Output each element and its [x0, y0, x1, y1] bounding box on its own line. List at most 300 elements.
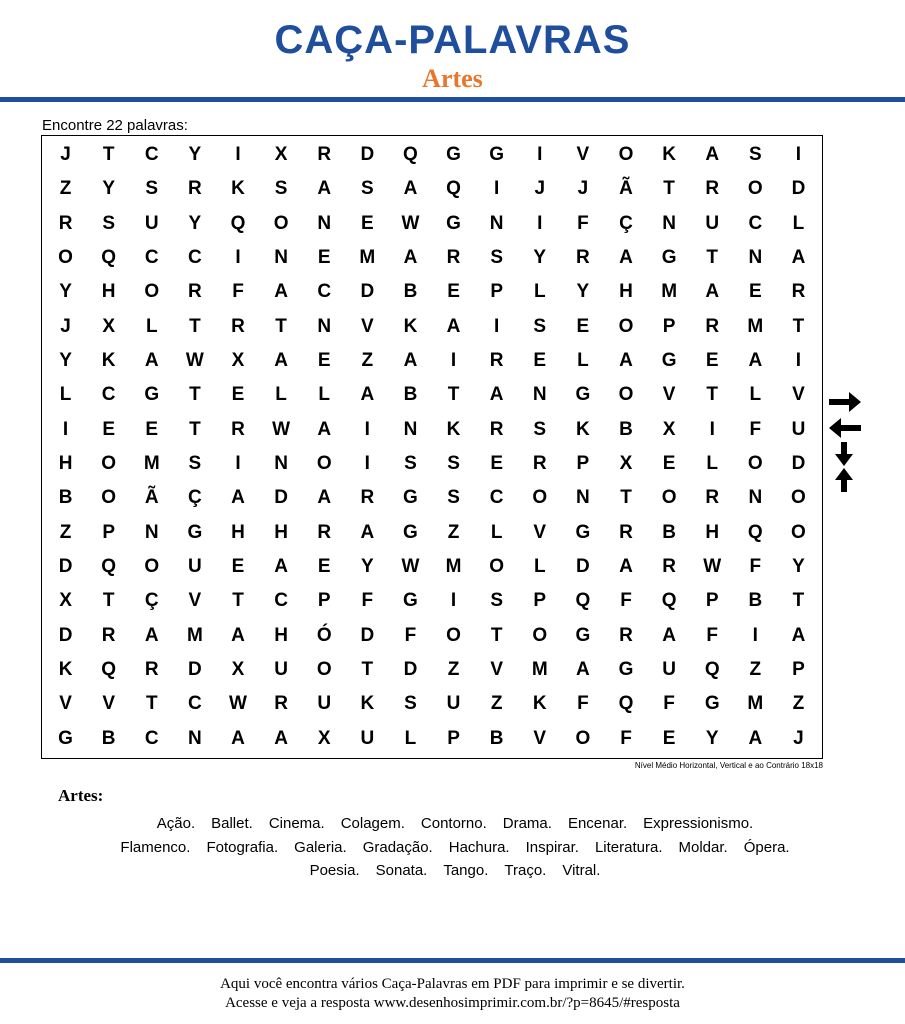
grid-letter[interactable]: D — [791, 453, 806, 475]
grid-letter[interactable]: M — [445, 556, 462, 578]
grid-letter[interactable]: W — [272, 418, 291, 440]
grid-letter[interactable]: O — [791, 487, 806, 509]
grid-letter[interactable]: R — [532, 453, 547, 475]
grid-letter[interactable]: C — [144, 247, 159, 269]
grid-letter[interactable]: B — [403, 384, 418, 406]
grid-letter[interactable]: R — [705, 315, 720, 337]
grid-letter[interactable]: E — [317, 556, 331, 578]
grid-letter[interactable]: F — [620, 727, 632, 749]
grid-letter[interactable]: A — [274, 727, 288, 749]
grid-letter[interactable]: Q — [661, 590, 677, 612]
grid-letter[interactable]: E — [360, 212, 374, 234]
grid-letter[interactable]: Z — [447, 521, 460, 543]
grid-letter[interactable]: R — [446, 247, 461, 269]
grid-letter[interactable]: M — [143, 453, 160, 475]
grid-letter[interactable]: J — [534, 178, 546, 200]
grid-letter[interactable]: Y — [792, 556, 805, 578]
grid-letter[interactable]: A — [576, 659, 590, 681]
grid-letter[interactable]: B — [662, 521, 676, 543]
grid-letter[interactable]: N — [317, 212, 332, 234]
grid-letter[interactable]: H — [274, 624, 288, 646]
grid-letter[interactable]: R — [705, 487, 720, 509]
grid-letter[interactable]: K — [101, 350, 116, 372]
grid-letter[interactable]: F — [706, 624, 719, 646]
grid-letter[interactable]: Y — [102, 178, 115, 200]
grid-letter[interactable]: L — [533, 281, 546, 303]
grid-letter[interactable]: H — [619, 281, 633, 303]
grid-letter[interactable]: R — [576, 247, 590, 269]
grid-letter[interactable]: B — [101, 727, 116, 749]
grid-letter[interactable]: I — [62, 418, 69, 440]
grid-letter[interactable]: K — [446, 418, 461, 440]
grid-letter[interactable]: B — [489, 727, 504, 749]
grid-letter[interactable]: E — [490, 453, 503, 475]
grid-letter[interactable]: O — [144, 281, 160, 303]
grid-letter[interactable]: G — [58, 727, 73, 749]
grid-letter[interactable]: R — [188, 281, 202, 303]
grid-letter[interactable]: E — [576, 315, 590, 337]
grid-letter[interactable]: O — [144, 556, 160, 578]
grid-letter[interactable]: C — [144, 727, 159, 749]
grid-letter[interactable]: E — [447, 281, 460, 303]
grid-letter[interactable]: V — [533, 521, 547, 543]
grid-letter[interactable]: D — [274, 487, 288, 509]
grid-letter[interactable]: Ã — [144, 487, 159, 509]
grid-letter[interactable]: T — [275, 315, 287, 337]
grid-letter[interactable]: G — [187, 521, 203, 543]
grid-letter[interactable]: F — [620, 590, 632, 612]
grid-letter[interactable]: E — [145, 418, 159, 440]
grid-letter[interactable]: A — [748, 727, 763, 749]
grid-letter[interactable]: K — [58, 659, 73, 681]
grid-letter[interactable]: G — [144, 384, 160, 406]
grid-letter[interactable]: S — [188, 453, 202, 475]
grid-letter[interactable]: U — [662, 659, 676, 681]
grid-letter[interactable]: A — [231, 487, 245, 509]
grid-letter[interactable]: I — [364, 418, 370, 440]
grid-letter[interactable]: Q — [446, 178, 461, 200]
grid-letter[interactable]: Ç — [144, 590, 159, 612]
grid-letter[interactable]: I — [795, 144, 802, 166]
grid-letter[interactable]: J — [60, 144, 71, 166]
grid-letter[interactable]: Ó — [316, 624, 332, 646]
grid-letter[interactable]: T — [663, 178, 675, 200]
grid-letter[interactable]: L — [318, 384, 331, 406]
grid-letter[interactable]: R — [101, 624, 116, 646]
grid-letter[interactable]: D — [791, 178, 806, 200]
grid-letter[interactable]: D — [188, 659, 202, 681]
grid-letter[interactable]: T — [189, 418, 201, 440]
grid-letter[interactable]: O — [747, 178, 763, 200]
grid-letter[interactable]: C — [101, 384, 116, 406]
grid-letter[interactable]: Z — [490, 693, 503, 715]
grid-letter[interactable]: J — [60, 315, 71, 337]
grid-letter[interactable]: P — [792, 659, 805, 681]
grid-letter[interactable]: T — [189, 384, 201, 406]
grid-letter[interactable]: K — [576, 418, 590, 440]
grid-letter[interactable]: Q — [403, 144, 418, 166]
grid-letter[interactable]: A — [705, 144, 720, 166]
grid-letter[interactable]: O — [791, 521, 806, 543]
grid-letter[interactable]: P — [662, 315, 676, 337]
grid-letter[interactable]: G — [704, 693, 720, 715]
grid-letter[interactable]: I — [537, 144, 543, 166]
grid-letter[interactable]: N — [188, 727, 202, 749]
grid-letter[interactable]: E — [662, 453, 676, 475]
grid-letter[interactable]: S — [404, 453, 417, 475]
grid-letter[interactable]: E — [662, 727, 676, 749]
grid-letter[interactable]: F — [749, 556, 762, 578]
grid-letter[interactable]: W — [185, 350, 204, 372]
grid-letter[interactable]: A — [317, 178, 332, 200]
grid-letter[interactable]: Q — [704, 659, 720, 681]
grid-letter[interactable]: R — [662, 556, 676, 578]
grid-letter[interactable]: P — [490, 281, 503, 303]
grid-letter[interactable]: R — [619, 521, 633, 543]
grid-letter[interactable]: K — [403, 315, 418, 337]
grid-letter[interactable]: I — [450, 590, 457, 612]
grid-letter[interactable]: V — [102, 693, 115, 715]
grid-letter[interactable]: A — [274, 281, 288, 303]
grid-letter[interactable]: Ç — [188, 487, 202, 509]
grid-letter[interactable]: G — [446, 212, 461, 234]
grid-letter[interactable]: R — [317, 521, 332, 543]
grid-letter[interactable]: I — [795, 350, 802, 372]
grid-letter[interactable]: T — [102, 590, 115, 612]
grid-letter[interactable]: C — [144, 144, 159, 166]
grid-letter[interactable]: V — [576, 144, 590, 166]
grid-letter[interactable]: O — [446, 624, 461, 646]
grid-letter[interactable]: B — [619, 418, 633, 440]
grid-letter[interactable]: N — [662, 212, 676, 234]
grid-letter[interactable]: N — [403, 418, 418, 440]
grid-letter[interactable]: H — [705, 521, 720, 543]
grid-letter[interactable]: H — [231, 521, 245, 543]
grid-letter[interactable]: G — [403, 590, 418, 612]
grid-letter[interactable]: K — [532, 693, 547, 715]
grid-letter[interactable]: A — [791, 247, 806, 269]
grid-letter[interactable]: R — [58, 212, 73, 234]
grid-letter[interactable]: S — [447, 487, 460, 509]
grid-letter[interactable]: F — [577, 212, 589, 234]
grid-letter[interactable]: Q — [618, 693, 634, 715]
grid-letter[interactable]: T — [145, 693, 158, 715]
grid-letter[interactable]: G — [446, 144, 461, 166]
grid-letter[interactable]: W — [401, 212, 420, 234]
grid-letter[interactable]: S — [274, 178, 288, 200]
grid-letter[interactable]: L — [275, 384, 287, 406]
grid-letter[interactable]: X — [231, 350, 245, 372]
grid-letter[interactable]: A — [231, 727, 245, 749]
grid-letter[interactable]: Q — [575, 590, 591, 612]
grid-letter[interactable]: V — [188, 590, 202, 612]
grid-letter[interactable]: C — [489, 487, 504, 509]
grid-letter[interactable]: Y — [360, 556, 374, 578]
grid-letter[interactable]: X — [274, 144, 288, 166]
grid-letter[interactable]: C — [317, 281, 332, 303]
grid-letter[interactable]: D — [360, 144, 375, 166]
grid-letter[interactable]: N — [144, 521, 159, 543]
grid-letter[interactable]: R — [619, 624, 633, 646]
grid-letter[interactable]: Y — [59, 281, 72, 303]
grid-letter[interactable]: A — [360, 521, 375, 543]
grid-letter[interactable]: B — [403, 281, 418, 303]
grid-letter[interactable]: N — [274, 453, 288, 475]
grid-letter[interactable]: L — [792, 212, 805, 234]
grid-letter[interactable]: C — [188, 247, 202, 269]
grid-letter[interactable]: G — [403, 521, 418, 543]
grid-letter[interactable]: Y — [576, 281, 590, 303]
grid-letter[interactable]: R — [791, 281, 806, 303]
grid-letter[interactable]: V — [533, 727, 547, 749]
grid-letter[interactable]: G — [403, 487, 418, 509]
grid-letter[interactable]: R — [705, 178, 720, 200]
grid-letter[interactable]: Z — [59, 178, 72, 200]
grid-letter[interactable]: O — [101, 487, 117, 509]
grid-letter[interactable]: P — [447, 727, 460, 749]
grid-letter[interactable]: G — [618, 659, 634, 681]
grid-letter[interactable]: N — [317, 315, 332, 337]
grid-letter[interactable]: V — [490, 659, 503, 681]
grid-letter[interactable]: Z — [59, 521, 72, 543]
grid-letter[interactable]: D — [58, 556, 73, 578]
grid-letter[interactable]: T — [232, 590, 244, 612]
grid-letter[interactable]: I — [752, 624, 758, 646]
grid-letter[interactable]: T — [706, 384, 719, 406]
grid-letter[interactable]: P — [533, 590, 547, 612]
grid-letter[interactable]: U — [360, 727, 375, 749]
grid-letter[interactable]: S — [360, 178, 374, 200]
grid-letter[interactable]: V — [59, 693, 72, 715]
grid-letter[interactable]: R — [144, 659, 159, 681]
grid-letter[interactable]: B — [58, 487, 73, 509]
grid-letter[interactable]: L — [490, 521, 503, 543]
grid-letter[interactable]: M — [661, 281, 678, 303]
grid-letter[interactable]: T — [620, 487, 632, 509]
grid-letter[interactable]: C — [274, 590, 288, 612]
grid-letter[interactable]: M — [747, 315, 764, 337]
grid-letter[interactable]: N — [576, 487, 590, 509]
grid-letter[interactable]: Y — [188, 144, 202, 166]
grid-letter[interactable]: A — [274, 556, 288, 578]
grid-letter[interactable]: G — [489, 144, 505, 166]
grid-letter[interactable]: G — [661, 350, 677, 372]
grid-letter[interactable]: P — [102, 521, 115, 543]
grid-letter[interactable]: N — [532, 384, 547, 406]
grid-letter[interactable]: I — [494, 178, 500, 200]
grid-letter[interactable]: B — [748, 590, 763, 612]
grid-letter[interactable]: Z — [447, 659, 460, 681]
grid-letter[interactable]: O — [618, 315, 634, 337]
grid-letter[interactable]: V — [360, 315, 374, 337]
grid-letter[interactable]: E — [102, 418, 115, 440]
grid-letter[interactable]: S — [102, 212, 115, 234]
grid-letter[interactable]: S — [533, 315, 547, 337]
grid-letter[interactable]: E — [748, 281, 762, 303]
grid-letter[interactable]: L — [404, 727, 417, 749]
grid-letter[interactable]: U — [791, 418, 806, 440]
grid-letter[interactable]: U — [705, 212, 720, 234]
grid-letter[interactable]: A — [489, 384, 504, 406]
grid-letter[interactable]: X — [231, 659, 245, 681]
grid-letter[interactable]: L — [749, 384, 762, 406]
grid-letter[interactable]: T — [792, 590, 805, 612]
grid-letter[interactable]: R — [489, 418, 504, 440]
grid-letter[interactable]: X — [662, 418, 676, 440]
grid-letter[interactable]: O — [101, 453, 117, 475]
grid-letter[interactable]: M — [747, 693, 764, 715]
grid-letter[interactable]: Y — [705, 727, 719, 749]
grid-letter[interactable]: N — [274, 247, 288, 269]
grid-letter[interactable]: Q — [101, 556, 117, 578]
grid-letter[interactable]: I — [450, 350, 457, 372]
grid-letter[interactable]: W — [703, 556, 722, 578]
grid-letter[interactable]: Q — [230, 212, 246, 234]
grid-letter[interactable]: K — [360, 693, 375, 715]
grid-letter[interactable]: E — [231, 556, 245, 578]
grid-letter[interactable]: V — [792, 384, 805, 406]
grid-letter[interactable]: F — [361, 590, 374, 612]
grid-letter[interactable]: Q — [101, 247, 117, 269]
grid-letter[interactable]: N — [489, 212, 504, 234]
grid-letter[interactable]: E — [533, 350, 547, 372]
grid-letter[interactable]: O — [575, 727, 591, 749]
grid-letter[interactable]: F — [663, 693, 675, 715]
grid-letter[interactable]: A — [662, 624, 676, 646]
grid-letter[interactable]: U — [317, 693, 332, 715]
grid-letter[interactable]: D — [360, 624, 375, 646]
grid-letter[interactable]: P — [317, 590, 331, 612]
grid-letter[interactable]: F — [404, 624, 417, 646]
grid-letter[interactable]: E — [317, 247, 331, 269]
grid-letter[interactable]: F — [577, 693, 589, 715]
grid-letter[interactable]: I — [709, 418, 715, 440]
grid-letter[interactable]: S — [748, 144, 762, 166]
grid-letter[interactable]: A — [360, 384, 375, 406]
grid-letter[interactable]: H — [274, 521, 288, 543]
grid-letter[interactable]: D — [403, 659, 418, 681]
grid-letter[interactable]: V — [662, 384, 676, 406]
grid-letter[interactable]: J — [577, 178, 589, 200]
grid-letter[interactable]: T — [490, 624, 503, 646]
grid-letter[interactable]: E — [231, 384, 245, 406]
grid-letter[interactable]: P — [576, 453, 590, 475]
grid-letter[interactable]: F — [749, 418, 762, 440]
grid-letter[interactable]: P — [705, 590, 719, 612]
grid-letter[interactable]: O — [747, 453, 763, 475]
grid-letter[interactable]: A — [144, 350, 159, 372]
grid-letter[interactable]: H — [58, 453, 73, 475]
grid-letter[interactable]: L — [533, 556, 546, 578]
grid-letter[interactable]: M — [186, 624, 203, 646]
grid-letter[interactable]: O — [618, 384, 634, 406]
grid-letter[interactable]: A — [619, 247, 633, 269]
grid-letter[interactable]: C — [188, 693, 202, 715]
grid-letter[interactable]: T — [361, 659, 374, 681]
grid-letter[interactable]: Z — [749, 659, 762, 681]
grid-letter[interactable]: A — [446, 315, 461, 337]
grid-letter[interactable]: A — [403, 350, 418, 372]
grid-letter[interactable]: R — [317, 144, 332, 166]
grid-letter[interactable]: T — [706, 247, 719, 269]
grid-letter[interactable]: I — [494, 315, 500, 337]
grid-letter[interactable]: D — [58, 624, 73, 646]
grid-letter[interactable]: Ã — [619, 178, 633, 200]
grid-letter[interactable]: U — [446, 693, 461, 715]
grid-letter[interactable]: Q — [747, 521, 763, 543]
grid-letter[interactable]: M — [531, 659, 548, 681]
grid-letter[interactable]: X — [317, 727, 331, 749]
grid-letter[interactable]: A — [619, 556, 633, 578]
grid-letter[interactable]: D — [360, 281, 375, 303]
grid-letter[interactable]: S — [447, 453, 460, 475]
grid-letter[interactable]: N — [748, 487, 763, 509]
grid-letter[interactable]: O — [618, 144, 634, 166]
grid-letter[interactable]: U — [188, 556, 202, 578]
grid-letter[interactable]: A — [317, 418, 332, 440]
grid-letter[interactable]: X — [59, 590, 72, 612]
grid-letter[interactable]: G — [575, 624, 591, 646]
grid-letter[interactable]: O — [58, 247, 73, 269]
grid-letter[interactable]: W — [229, 693, 247, 715]
grid-letter[interactable]: G — [575, 521, 591, 543]
grid-letter[interactable]: S — [404, 693, 417, 715]
grid-letter[interactable]: U — [144, 212, 159, 234]
grid-letter[interactable]: R — [231, 418, 245, 440]
grid-letter[interactable]: Q — [101, 659, 117, 681]
grid-letter[interactable]: A — [748, 350, 763, 372]
grid-letter[interactable]: Y — [188, 212, 202, 234]
grid-letter[interactable]: S — [490, 590, 503, 612]
grid-letter[interactable]: N — [748, 247, 763, 269]
grid-letter[interactable]: G — [575, 384, 591, 406]
grid-letter[interactable]: T — [447, 384, 460, 406]
grid-letter[interactable]: J — [793, 727, 804, 749]
grid-letter[interactable]: A — [403, 178, 418, 200]
grid-letter[interactable]: S — [533, 418, 547, 440]
grid-letter[interactable]: Z — [792, 693, 805, 715]
grid-letter[interactable]: O — [489, 556, 505, 578]
grid-letter[interactable]: I — [235, 144, 241, 166]
grid-letter[interactable]: K — [231, 178, 245, 200]
grid-letter[interactable]: L — [145, 315, 158, 337]
grid-letter[interactable]: R — [188, 178, 202, 200]
grid-letter[interactable]: S — [145, 178, 159, 200]
grid-letter[interactable]: X — [619, 453, 633, 475]
grid-letter[interactable]: R — [489, 350, 504, 372]
grid-letter[interactable]: Y — [533, 247, 547, 269]
grid-letter[interactable]: S — [490, 247, 503, 269]
grid-letter[interactable]: T — [102, 144, 115, 166]
grid-letter[interactable]: C — [748, 212, 763, 234]
grid-letter[interactable]: A — [144, 624, 159, 646]
grid-letter[interactable]: W — [401, 556, 420, 578]
grid-letter[interactable]: E — [317, 350, 331, 372]
grid-letter[interactable]: A — [274, 350, 288, 372]
grid-letter[interactable]: Ç — [619, 212, 633, 234]
grid-letter[interactable]: I — [235, 247, 241, 269]
grid-letter[interactable]: L — [706, 453, 719, 475]
grid-letter[interactable]: A — [705, 281, 720, 303]
grid-letter[interactable]: U — [274, 659, 288, 681]
grid-letter[interactable]: R — [274, 693, 288, 715]
grid-letter[interactable]: T — [189, 315, 201, 337]
grid-letter[interactable]: L — [59, 384, 72, 406]
grid-letter[interactable]: I — [537, 212, 543, 234]
grid-letter[interactable]: A — [317, 487, 332, 509]
grid-letter[interactable]: O — [661, 487, 677, 509]
grid-letter[interactable]: A — [231, 624, 245, 646]
